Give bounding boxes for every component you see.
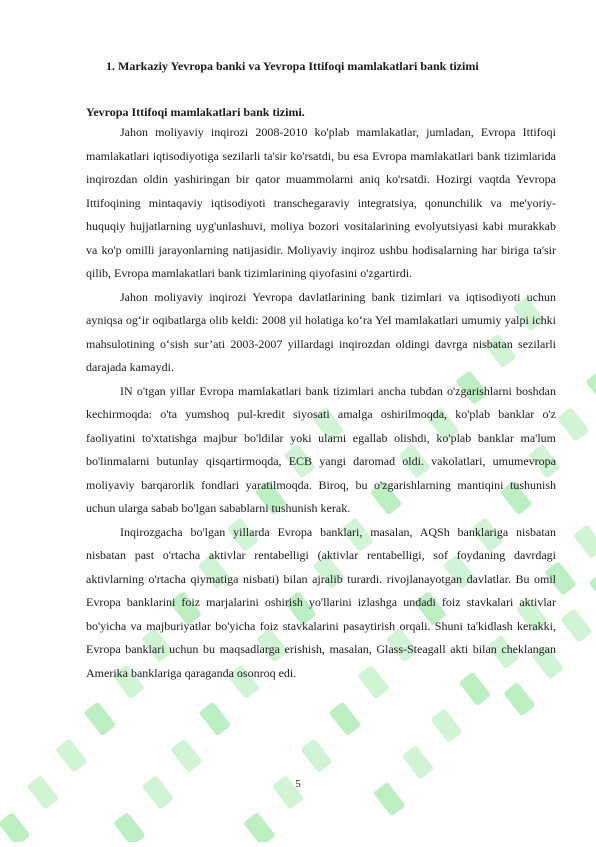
paragraph-3: IN o'tgan yillar Evropa mamlakatlari bank tizimlari ancha tubdan o'zgarishlarni boshdan kechirmoqda: o'ta yumshoq pul-kredit siyosati amalga oshirilmoqda, ko'plab banklar o'z faoliyatini to'xtatishga majbur bo'ldilar yoki ularni egallab olishdi, ko'plab banklar ma'lum bo'linmalarni butunlay qisqartirmoqda, ECB yangi daromad oldi. vakolatlari, umumevropa moliyaviy barqarorlik fondlari yaratilmoqda. Biroq, bu o'zgarishlarning mantiqini tushunish uchun ularga sabab bo'lgan sabablarni tushunish kerak. [86,383,556,515]
watermark-glyph [0,812,31,842]
paragraph-2: Jahon moliyaviy inqirozi Yevropa davlatlarining bank tizimlari va iqtisodiyoti uchun ayniqsa og‘ir oqibatlarga olib keldi: 2008 yil holatiga ko‘ra YeI mamlakatlari umumiy yalpi ichki mahsulotining o‘sish sur’ati 2003-2007 yillardagi inqirozdan oldingi davrga nisbatan sezilarli darajada kamaydi. [86,289,556,374]
section-subheading: Yevropa Ittifoqi mamlakatlari bank tizimi. [86,105,305,119]
watermark-glyph [170,738,203,773]
paragraph-4: Inqirozgacha bo'lgan yillarda Evropa banklari, masalan, AQSh banklariga nisbatan nisbatan past o'rtacha aktivlar rentabelligi (aktivlar rentabelligi, sof foydaning davrdagi aktivlarning o'rtacha qiymatiga nisbati) bilan ajralib turardi. rivojlanayotgan davlatlar. Bu omil Evropa banklarini foiz marjalarini oshirish yo'llarini izlashga undadi foiz stavkalari aktivlar bo'yicha va majburiyatlar bo'yicha foiz stavkalarini pasaytirish orqali. Shuni ta'kidlash kerakki, Evropa banklari uchun bu maqsadlarga erishish, masalan, Glass-Steagall akti bilan cheklangan Amerika banklariga qaraganda osonroq edi. [86,524,556,680]
document-page [86,57,556,685]
watermark-glyph [585,370,596,405]
page-number: 5 [295,778,301,790]
watermark-glyph [300,738,333,773]
watermark-glyph [560,608,593,643]
watermark-glyph [402,745,435,780]
watermark-glyph [503,682,536,717]
watermark-glyph [55,738,88,773]
watermark-glyph [84,701,117,736]
watermark-glyph [589,571,596,606]
paragraph-1: Jahon moliyaviy inqirozi 2008-2010 ko'plab mamlakatlar, jumladan, Evropa Ittifoqi mamlakatlari iqtisodiyotiga sezilarli ta'sir ko'rsatdi, bu esa Evropa mamlakatlari bank tizimlarida inqirozdan oldin yashiringan bir qator muammolarni aniq ko'rsatdi. Hozirgi vaqtda Yevropa Ittifoqining mintaqaviy iqtisodiyoti transchegaraviy integratsiya, qonunchilik va me'yoriy-huquqiy hujjatlarning uyg'unlashuvi, moliya bozori vositalarining evolyutsiyasi kabi murakkab va ko'p omilli jarayonlarning natijasidir. Moliyaviy inqiroz ushbu hodisalarning har biriga ta'sir qilib, Evropa mamlakatlari bank tizimlarining qiyofasini o'zgartirdi. [86,125,556,280]
watermark-glyph [113,812,146,842]
watermark-glyph [573,524,596,559]
section-heading: 1. Markaziy Yevropa banki va Yevropa Ittifoqi mamlakatlari bank tizimi [106,59,479,73]
watermark-glyph [243,812,276,842]
watermark-glyph [557,407,590,442]
watermark-glyph [430,708,463,743]
watermark-glyph [199,701,232,736]
watermark-glyph [329,701,362,736]
